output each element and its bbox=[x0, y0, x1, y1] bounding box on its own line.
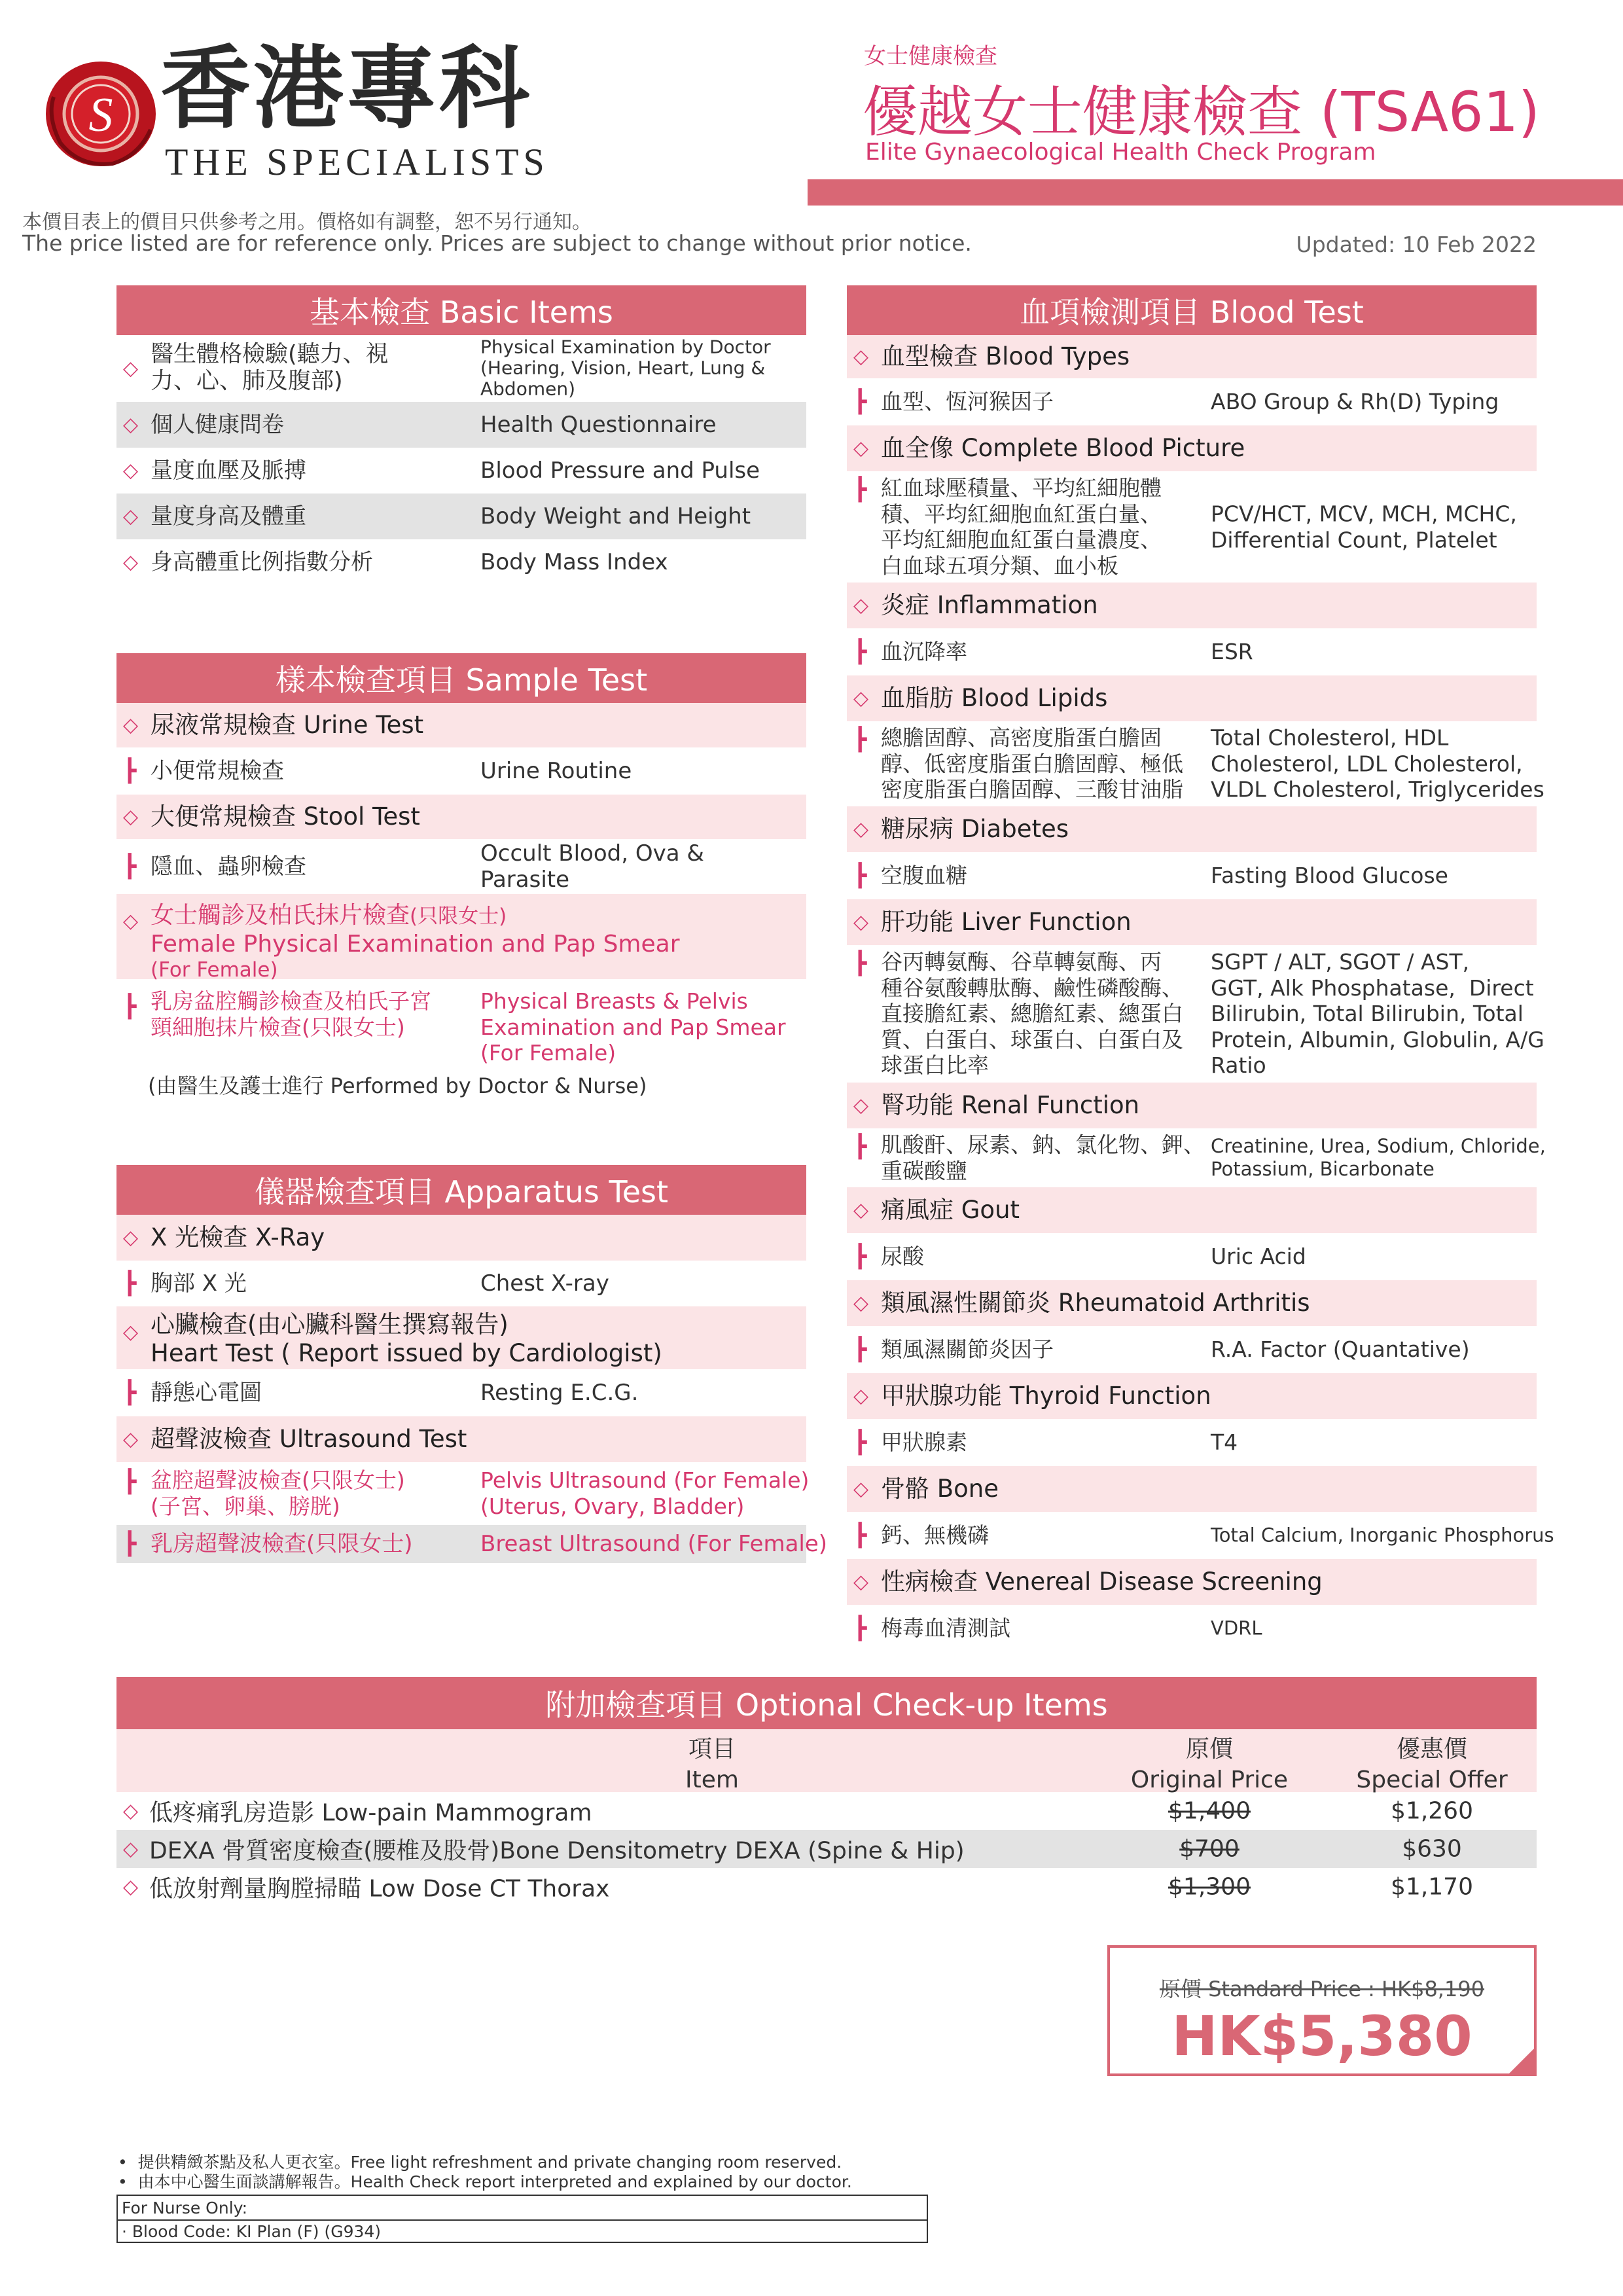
branch-icon: ┣ bbox=[853, 862, 867, 889]
item-en: Physical Examination by Doctor (Hearing, Vision, Heart, Lung & Abdomen) bbox=[480, 336, 771, 401]
table-row bbox=[116, 1830, 1537, 1868]
item-en: T4 bbox=[1211, 1429, 1238, 1456]
optional-item-name: DEXA 骨質密度檢查(腰椎及股骨)Bone Densitometry DEXA (Spine & Hip) bbox=[149, 1837, 965, 1865]
item-en: Chest X-ray bbox=[480, 1270, 609, 1297]
item-zh: 空腹血糖 bbox=[881, 863, 967, 889]
brand-name-en: THE SPECIALISTS bbox=[165, 141, 549, 183]
female-only-note: (只限女士) bbox=[410, 905, 507, 928]
list-item bbox=[116, 402, 806, 448]
list-item bbox=[847, 378, 1537, 425]
program-subtitle: Elite Gynaecological Health Check Program bbox=[865, 139, 1376, 166]
list-item bbox=[847, 1512, 1554, 1559]
diamond-icon: ◇ bbox=[853, 1094, 869, 1117]
sample-test-panel bbox=[116, 653, 806, 1106]
female-exam-label-en: Female Physical Examination and Pap Smear bbox=[151, 931, 680, 958]
item-en: Body Weight and Height bbox=[480, 503, 751, 529]
item-en: Urine Routine bbox=[480, 757, 632, 784]
diamond-icon: ◇ bbox=[853, 345, 869, 368]
note-report-text: 由本中心醫生面談講解報告。Health Check report interpreted and explained by our doctor. bbox=[137, 2172, 852, 2191]
list-item bbox=[116, 1525, 828, 1563]
column-offer-zh: 優惠價 bbox=[1396, 1736, 1467, 1763]
diamond-icon: ◇ bbox=[853, 1291, 869, 1315]
list-item bbox=[116, 448, 806, 493]
column-original-en: Original Price bbox=[1130, 1766, 1289, 1793]
category-label: 骨骼 Bone bbox=[881, 1475, 999, 1503]
list-item bbox=[116, 1462, 810, 1525]
diamond-icon: ◇ bbox=[123, 550, 139, 574]
item-zh: 盆腔超聲波檢查(只限女士) (子宮、卵巢、膀胱) bbox=[151, 1467, 405, 1519]
category-label: 類風濕性關節炎 Rheumatoid Arthritis bbox=[881, 1289, 1310, 1318]
item-zh: 身高體重比例指數分析 bbox=[151, 548, 373, 575]
list-item bbox=[116, 1261, 806, 1306]
list-item bbox=[847, 1233, 1537, 1280]
item-zh: 靜態心電圖 bbox=[151, 1379, 262, 1406]
category-row bbox=[847, 1187, 1537, 1233]
item-en: Total Calcium, Inorganic Phosphorus bbox=[1211, 1524, 1554, 1547]
seal-letter: S bbox=[88, 88, 113, 142]
item-zh: 小便常規檢查 bbox=[151, 757, 284, 784]
item-zh: 血沉降率 bbox=[881, 639, 967, 665]
item-zh: 量度血壓及脈搏 bbox=[151, 457, 306, 484]
category-label: 大便常規檢查 Stool Test bbox=[151, 802, 420, 831]
column-item-header bbox=[522, 1734, 902, 1796]
performed-note-row bbox=[116, 1067, 806, 1106]
branch-icon: ┣ bbox=[123, 1379, 137, 1406]
diamond-icon: ◇ bbox=[853, 594, 869, 617]
optional-original-price: $700 bbox=[1179, 1835, 1240, 1863]
category-row bbox=[116, 795, 806, 839]
list-item bbox=[847, 1605, 1537, 1652]
column-offer-header bbox=[1334, 1734, 1530, 1796]
column-item-en: Item bbox=[685, 1766, 739, 1793]
list-item bbox=[847, 1128, 1546, 1187]
list-item bbox=[847, 471, 1537, 583]
category-label: 糖尿病 Diabetes bbox=[881, 815, 1069, 844]
nurse-only-box bbox=[116, 2195, 928, 2243]
category-row bbox=[847, 1559, 1537, 1605]
diamond-icon: ◇ bbox=[123, 413, 139, 437]
diamond-icon: ◇ bbox=[853, 1570, 869, 1594]
item-zh: 谷丙轉氨酶、谷草轉氨酶、丙 種谷氨酸轉肽酶、鹼性磷酸酶、 直接膽紅素、總膽紅素、總蛋白 質、白蛋白、球蛋白、白蛋白及 球蛋白比率 bbox=[881, 949, 1183, 1079]
list-item bbox=[847, 1419, 1537, 1466]
program-title: 優越女士健康檢查 (TSA61) bbox=[863, 80, 1540, 144]
diamond-icon: ◇ bbox=[853, 817, 869, 841]
item-zh: 肌酸酐、尿素、鈉、氯化物、鉀、 重碳酸鹽 bbox=[881, 1132, 1205, 1183]
item-zh: 乳房盆腔觸診檢查及柏氏子宮 頸細胞抹片檢查(只限女士) bbox=[151, 988, 431, 1040]
diamond-icon: ◇ bbox=[123, 713, 139, 737]
item-zh: 胸部 X 光 bbox=[151, 1270, 247, 1297]
nurse-divider bbox=[118, 2219, 927, 2221]
branch-icon: ┣ bbox=[853, 1243, 867, 1270]
category-row bbox=[116, 1215, 806, 1261]
item-en: Resting E.C.G. bbox=[480, 1379, 639, 1406]
category-row bbox=[116, 1306, 806, 1369]
list-item bbox=[116, 493, 806, 539]
standard-price: 原價 Standard Price : HK$8,190 bbox=[1159, 1977, 1485, 2001]
item-en: Fasting Blood Glucose bbox=[1211, 863, 1448, 889]
optional-offer-price: $630 bbox=[1402, 1835, 1462, 1863]
item-en: Pelvis Ultrasound (For Female) (Uterus, Ovary, Bladder) bbox=[480, 1467, 810, 1519]
diamond-icon: ◇ bbox=[123, 1837, 139, 1861]
category-row bbox=[847, 1466, 1537, 1512]
note-refreshment: • 提供精緻茶點及私人更衣室。Free light refreshment and private changing room reserved. bbox=[118, 2153, 842, 2172]
diamond-icon: ◇ bbox=[853, 1198, 869, 1222]
category-label: 痛風症 Gout bbox=[881, 1196, 1020, 1225]
diamond-icon: ◇ bbox=[123, 1875, 139, 1899]
diamond-icon: ◇ bbox=[123, 1321, 139, 1344]
branch-icon: ┣ bbox=[123, 757, 137, 784]
list-item bbox=[116, 1369, 806, 1416]
diamond-icon: ◇ bbox=[123, 1226, 139, 1249]
branch-icon: ┣ bbox=[853, 638, 867, 665]
category-row bbox=[847, 1083, 1537, 1128]
optional-table-body bbox=[116, 1792, 1537, 1906]
category-label: 血型檢查 Blood Types bbox=[881, 342, 1130, 371]
female-exam-label-zh: 女士觸診及柏氏抹片檢查 bbox=[151, 902, 410, 929]
item-zh: 鈣、無機磷 bbox=[881, 1522, 989, 1549]
category-label: 超聲波檢查 Ultrasound Test bbox=[151, 1425, 467, 1454]
list-item bbox=[116, 335, 806, 402]
note-report: • 由本中心醫生面談講解報告。Health Check report interpreted and explained by our doctor. bbox=[118, 2172, 852, 2191]
item-en: SGPT / ALT, SGOT / AST, GGT, Alk Phosphatase, Direct Bilirubin, Total Bilirubin, Total Protein, Albumin, Globulin, A/G Ratio bbox=[1211, 949, 1544, 1079]
blood-code: · Blood Code: KI Plan (F) (G934) bbox=[122, 2222, 382, 2241]
list-item bbox=[116, 539, 806, 585]
item-zh: 紅血球壓積量、平均紅細胞體 積、平均紅細胞血紅蛋白量、 平均紅細胞血紅蛋白量濃度、 白血球五項分類、血小板 bbox=[881, 475, 1162, 579]
branch-icon: ┣ bbox=[853, 1429, 867, 1456]
heart-test-label-en: Heart Test ( Report issued by Cardiologist) bbox=[151, 1339, 662, 1367]
table-row bbox=[116, 1792, 1537, 1830]
item-zh: 甲狀腺素 bbox=[881, 1429, 967, 1456]
optional-original-price: $1,300 bbox=[1168, 1873, 1251, 1901]
blood-test-list bbox=[847, 335, 1554, 1652]
category-label: 性病檢查 Venereal Disease Screening bbox=[881, 1568, 1323, 1596]
item-zh: 血型、恆河猴因子 bbox=[881, 389, 1054, 415]
corner-triangle bbox=[1507, 2046, 1537, 2076]
category-row bbox=[116, 894, 806, 982]
branch-icon: ┣ bbox=[853, 388, 867, 415]
item-en: Breast Ultrasound (For Female) bbox=[480, 1530, 828, 1557]
optional-original-price: $1,400 bbox=[1168, 1797, 1251, 1825]
basic-items-heading: 基本檢查 Basic Items bbox=[116, 285, 806, 335]
diamond-icon: ◇ bbox=[123, 1427, 139, 1451]
note-refreshment-text: 提供精緻茶點及私人更衣室。Free light refreshment and private changing room reserved. bbox=[137, 2153, 842, 2172]
list-item bbox=[116, 747, 806, 795]
diamond-icon: ◇ bbox=[853, 687, 869, 710]
disclaimer-en: The price listed are for reference only. Prices are subject to change without prior notice. bbox=[22, 230, 972, 256]
diamond-icon: ◇ bbox=[853, 437, 869, 460]
item-zh: 尿酸 bbox=[881, 1244, 924, 1270]
item-en: Physical Breasts & Pelvis Examination and Pap Smear (For Female) bbox=[480, 988, 786, 1066]
diamond-icon: ◇ bbox=[123, 357, 139, 380]
optional-table-header bbox=[116, 1729, 1537, 1792]
item-en: Body Mass Index bbox=[480, 548, 668, 575]
diamond-icon: ◇ bbox=[123, 459, 139, 482]
category-row bbox=[116, 1416, 806, 1462]
item-en: Occult Blood, Ova & Parasite bbox=[480, 840, 704, 893]
blood-test-panel bbox=[847, 285, 1554, 1652]
category-row bbox=[847, 583, 1537, 628]
list-item bbox=[847, 628, 1537, 675]
column-original-header bbox=[1098, 1734, 1321, 1796]
blood-test-heading: 血項檢測項目 Blood Test bbox=[847, 285, 1537, 335]
diamond-icon: ◇ bbox=[123, 805, 139, 829]
diamond-icon: ◇ bbox=[853, 1477, 869, 1501]
list-item bbox=[847, 1326, 1537, 1373]
optional-items-heading: 附加檢查項目 Optional Check-up Items bbox=[116, 1677, 1537, 1729]
column-original-zh: 原價 bbox=[1185, 1736, 1233, 1763]
item-zh: 隱血、蟲卵檢查 bbox=[151, 853, 306, 880]
price-box bbox=[1107, 1945, 1537, 2076]
branch-icon: ┣ bbox=[853, 476, 867, 503]
category-label: 尿液常規檢查 Urine Test bbox=[151, 711, 424, 740]
column-item-zh: 項目 bbox=[688, 1736, 736, 1763]
optional-items-panel bbox=[116, 1677, 1537, 1906]
item-en: Blood Pressure and Pulse bbox=[480, 457, 760, 484]
table-row bbox=[116, 1868, 1537, 1906]
list-item bbox=[116, 979, 806, 1067]
optional-item-name: 低疼痛乳房造影 Low-pain Mammogram bbox=[149, 1799, 592, 1827]
item-en: Total Cholesterol, HDL Cholesterol, LDL Cholesterol, VLDL Cholesterol, Triglycerides bbox=[1211, 725, 1544, 802]
item-en: ESR bbox=[1211, 639, 1253, 665]
category-label: X 光檢查 X-Ray bbox=[151, 1223, 325, 1252]
item-en: ABO Group & Rh(D) Typing bbox=[1211, 389, 1499, 415]
seal-logo-icon bbox=[41, 58, 157, 170]
item-zh: 醫生體格檢驗(聽力、視 力、心、肺及腹部) bbox=[151, 341, 389, 395]
item-zh: 梅毒血清測試 bbox=[881, 1615, 1010, 1641]
updated-date: Updated: 10 Feb 2022 bbox=[1296, 232, 1537, 257]
program-category: 女士健康檢查 bbox=[864, 43, 997, 69]
branch-icon: ┣ bbox=[853, 1615, 867, 1641]
item-zh: 量度身高及體重 bbox=[151, 503, 306, 529]
branch-icon: ┣ bbox=[123, 1530, 137, 1557]
branch-icon: ┣ bbox=[853, 1336, 867, 1363]
branch-icon: ┣ bbox=[123, 1270, 137, 1297]
branch-icon: ┣ bbox=[123, 853, 137, 880]
apparatus-test-panel bbox=[116, 1165, 828, 1563]
apparatus-test-heading: 儀器檢查項目 Apparatus Test bbox=[116, 1165, 806, 1215]
diamond-icon: ◇ bbox=[123, 910, 139, 933]
brand-name-zh: 香港專科 bbox=[160, 35, 533, 141]
category-label: 肝功能 Liver Function bbox=[881, 908, 1132, 937]
list-item bbox=[847, 721, 1544, 806]
list-item bbox=[116, 839, 806, 894]
category-label: 甲狀腺功能 Thyroid Function bbox=[881, 1382, 1211, 1410]
branch-icon: ┣ bbox=[853, 726, 867, 753]
category-label: 血全像 Complete Blood Picture bbox=[881, 434, 1245, 463]
item-en: VDRL bbox=[1211, 1617, 1262, 1640]
diamond-icon: ◇ bbox=[123, 505, 139, 528]
category-row bbox=[847, 1280, 1537, 1326]
heart-test-label-zh: 心臟檢查(由心臟科醫生撰寫報告) bbox=[151, 1310, 508, 1338]
item-en: Health Questionnaire bbox=[480, 411, 717, 438]
item-en: R.A. Factor (Quantative) bbox=[1211, 1336, 1470, 1363]
disclaimer-zh: 本價目表上的價目只供參考之用。價格如有調整，恕不另行通知。 bbox=[22, 211, 592, 234]
category-row bbox=[847, 806, 1537, 852]
item-zh: 類風濕關節炎因子 bbox=[881, 1336, 1054, 1363]
item-zh: 乳房超聲波檢查(只限女士) bbox=[151, 1530, 413, 1557]
category-row bbox=[847, 899, 1537, 945]
basic-items-panel bbox=[116, 285, 806, 585]
item-en: PCV/HCT, MCV, MCH, MCHC, Differential Count, Platelet bbox=[1211, 501, 1517, 552]
category-row bbox=[847, 1373, 1537, 1419]
optional-item-name: 低放射劑量胸膛掃瞄 Low Dose CT Thorax bbox=[149, 1875, 610, 1903]
list-item bbox=[847, 945, 1544, 1083]
category-row bbox=[847, 675, 1537, 721]
optional-offer-price: $1,170 bbox=[1391, 1873, 1473, 1901]
item-en: Uric Acid bbox=[1211, 1244, 1306, 1270]
branch-icon: ┣ bbox=[853, 1522, 867, 1549]
offer-price: HK$5,380 bbox=[1171, 2004, 1472, 2068]
diamond-icon: ◇ bbox=[853, 1384, 869, 1408]
branch-icon: ┣ bbox=[853, 1134, 867, 1160]
performed-note: (由醫生及護士進行 Performed by Doctor & Nurse) bbox=[148, 1073, 647, 1099]
branch-icon: ┣ bbox=[123, 994, 137, 1020]
list-item bbox=[847, 852, 1537, 899]
category-label: 腎功能 Renal Function bbox=[881, 1091, 1140, 1120]
header-accent-bar bbox=[808, 179, 1623, 206]
branch-icon: ┣ bbox=[123, 1469, 137, 1495]
category-row bbox=[847, 425, 1537, 471]
item-zh: 總膽固醇、高密度脂蛋白膽固 醇、低密度脂蛋白膽固醇、極低 密度脂蛋白膽固醇、三酸甘油脂 bbox=[881, 725, 1183, 802]
diamond-icon: ◇ bbox=[123, 1799, 139, 1823]
category-label: 炎症 Inflammation bbox=[881, 591, 1098, 620]
optional-offer-price: $1,260 bbox=[1391, 1797, 1473, 1825]
column-offer-en: Special Offer bbox=[1356, 1766, 1508, 1793]
item-en: Creatinine, Urea, Sodium, Chloride, Potassium, Bicarbonate bbox=[1211, 1135, 1546, 1180]
diamond-icon: ◇ bbox=[853, 910, 869, 934]
sample-test-heading: 樣本檢查項目 Sample Test bbox=[116, 653, 806, 703]
category-label: 血脂肪 Blood Lipids bbox=[881, 684, 1108, 713]
female-exam-for-female: (For Female) bbox=[151, 958, 278, 982]
category-row bbox=[116, 703, 806, 747]
category-row bbox=[847, 335, 1537, 378]
branch-icon: ┣ bbox=[853, 950, 867, 977]
nurse-label: For Nurse Only: bbox=[122, 2198, 248, 2217]
item-zh: 個人健康問卷 bbox=[151, 411, 284, 438]
